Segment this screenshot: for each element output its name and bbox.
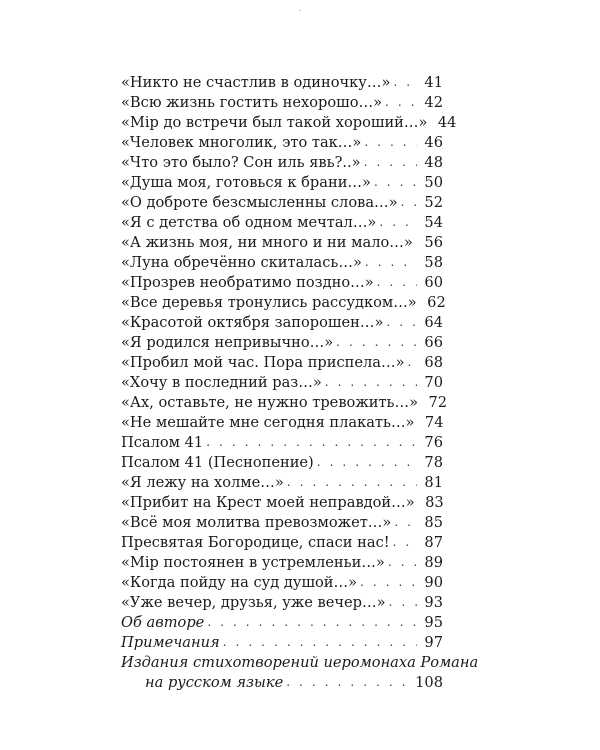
toc-entry[interactable] xyxy=(121,513,443,533)
toc-entry-leader xyxy=(377,272,417,292)
toc-entry[interactable] xyxy=(121,73,443,93)
toc-entry-page: 89 xyxy=(424,554,443,571)
toc-entry-title: «Что это было? Сон иль явь?..» xyxy=(121,154,361,171)
toc-entry[interactable] xyxy=(121,233,443,253)
toc-entry-leader xyxy=(394,512,417,532)
toc-entry-page: 85 xyxy=(424,514,443,531)
toc-entry-title: «Пробил мой час. Пора приспела…» xyxy=(121,354,405,371)
toc-entry-title: «Хочу в последний раз…» xyxy=(121,374,322,391)
toc-entry-page: 62 xyxy=(427,294,446,311)
toc-entry-editions-line1[interactable] xyxy=(121,653,479,673)
toc-entry-page: 90 xyxy=(424,574,443,591)
toc-entry[interactable] xyxy=(121,553,443,573)
toc-entry-leader xyxy=(365,252,417,272)
toc-entry-page: 83 xyxy=(425,494,444,511)
toc-entry[interactable] xyxy=(121,113,457,133)
toc-entry-page: 46 xyxy=(424,134,443,151)
toc-entry[interactable] xyxy=(121,593,443,613)
toc-entry[interactable] xyxy=(121,253,443,273)
toc-entry-about-author[interactable] xyxy=(121,613,443,633)
toc-entry[interactable] xyxy=(121,493,443,513)
toc-entry-title: Об авторе xyxy=(121,614,205,631)
toc-entry-page: 78 xyxy=(424,454,443,471)
toc-entry-title: «Не мешайте мне сегодня плакать…» xyxy=(121,414,415,431)
toc-entry-title: Псалом 41 xyxy=(121,434,204,451)
toc-entry[interactable] xyxy=(121,273,443,293)
toc-entry-leader xyxy=(223,632,417,652)
toc-entry[interactable] xyxy=(121,213,443,233)
toc-entry-title: «А жизнь моя, ни много и ни мало…» xyxy=(121,234,413,251)
toc-entry-title: Издания стихотворений иеромонаха Романа xyxy=(121,654,479,671)
table-of-contents xyxy=(121,73,479,693)
toc-entry[interactable] xyxy=(121,193,443,213)
toc-entry-leader xyxy=(317,452,417,472)
toc-entry-title: «Мiр до встречи был такой хороший…» xyxy=(121,114,428,131)
toc-entry-leader xyxy=(336,332,417,352)
toc-entry-page: 108 xyxy=(415,674,443,691)
toc-entry-title: «Никто не счастлив в одиночку…» xyxy=(121,74,391,91)
toc-entry-leader xyxy=(386,312,417,332)
toc-entry-title: «Прибит на Крест моей неправдой…» xyxy=(121,494,415,511)
toc-entry-page: 54 xyxy=(424,214,443,231)
toc-entry[interactable] xyxy=(121,573,443,593)
toc-entry-leader xyxy=(408,352,417,372)
toc-entry-title: «Всю жизнь гостить нехорошо…» xyxy=(121,94,383,111)
toc-entry-title: «Уже вечер, друзья, уже вечер…» xyxy=(121,594,386,611)
toc-entry[interactable] xyxy=(121,333,443,353)
toc-entry[interactable] xyxy=(121,353,443,373)
toc-entry-page: 44 xyxy=(437,114,457,131)
toc-entry-title: «Я лежу на холме…» xyxy=(121,474,284,491)
toc-entry-leader xyxy=(207,612,417,632)
toc-entry-page: 68 xyxy=(424,354,443,371)
toc-entry-leader xyxy=(379,212,417,232)
toc-entry[interactable] xyxy=(121,393,448,413)
toc-entry-title: Пресвятая Богородице, спаси нас! xyxy=(121,534,390,551)
toc-entry-page: 52 xyxy=(424,194,443,211)
toc-entry-leader xyxy=(360,572,417,592)
toc-entry-page: 48 xyxy=(424,154,443,171)
toc-entry-leader xyxy=(401,192,417,212)
toc-entry[interactable] xyxy=(121,453,443,473)
toc-entry-page: 70 xyxy=(424,374,443,391)
page-mark xyxy=(299,10,301,11)
toc-entry[interactable] xyxy=(121,533,443,553)
toc-entry[interactable] xyxy=(121,153,443,173)
toc-entry-notes[interactable] xyxy=(121,633,443,653)
toc-entry-title: Псалом 41 (Песнопение) xyxy=(121,454,314,471)
toc-entry-leader xyxy=(385,92,417,112)
toc-entry-title: «Мiр постоянен в устремленьи…» xyxy=(121,554,385,571)
toc-entry-leader xyxy=(286,672,411,692)
toc-entry[interactable] xyxy=(121,173,443,193)
toc-entry-leader xyxy=(374,172,417,192)
toc-entry-title: «Все деревья тронулись рассудком…» xyxy=(121,294,417,311)
toc-entry-title: «Я родился непривычно…» xyxy=(121,334,334,351)
toc-entry-title: «Я с детства об одном мечтал…» xyxy=(121,214,377,231)
toc-entry-title: «Красотой октября запорошен…» xyxy=(121,314,384,331)
toc-entry-title: «Луна обречённо скиталась…» xyxy=(121,254,362,271)
toc-entry-leader xyxy=(393,72,417,92)
toc-entry-page: 42 xyxy=(424,94,443,111)
toc-entry-leader xyxy=(393,532,417,552)
toc-entry[interactable] xyxy=(121,93,443,113)
toc-entry-page: 58 xyxy=(424,254,443,271)
toc-entry-page: 66 xyxy=(424,334,443,351)
toc-entry[interactable] xyxy=(121,133,443,153)
toc-entry-leader xyxy=(206,432,417,452)
toc-entry-page: 97 xyxy=(424,634,443,651)
toc-entry[interactable] xyxy=(121,473,443,493)
toc-entry-title: «Прозрев необратимо поздно…» xyxy=(121,274,374,291)
toc-entry-leader xyxy=(364,152,417,172)
toc-entry-leader xyxy=(416,232,417,252)
toc-entry-page: 93 xyxy=(424,594,443,611)
toc-entry-title: «Когда пойду на суд душой…» xyxy=(121,574,358,591)
toc-entry[interactable] xyxy=(121,313,443,333)
toc-entry-page: 76 xyxy=(424,434,443,451)
toc-entry-page: 50 xyxy=(424,174,443,191)
toc-entry-leader xyxy=(287,472,417,492)
toc-entry-title: «Душа моя, готовься к брани…» xyxy=(121,174,371,191)
toc-entry[interactable] xyxy=(121,293,446,313)
toc-entry-page: 81 xyxy=(424,474,443,491)
toc-entry-title: «О доброте безсмысленны слова…» xyxy=(121,194,398,211)
toc-entry-page: 95 xyxy=(424,614,443,631)
toc-entry[interactable] xyxy=(121,413,443,433)
toc-entry-page: 60 xyxy=(424,274,443,291)
toc-entry-editions-line2[interactable] xyxy=(121,673,443,693)
toc-entry-title: Примечания xyxy=(121,634,220,651)
toc-entries xyxy=(121,73,457,613)
toc-entry-leader xyxy=(364,132,417,152)
toc-entry-leader xyxy=(389,592,417,612)
toc-entry-page: 72 xyxy=(428,394,448,411)
toc-entry[interactable] xyxy=(121,373,443,393)
toc-entry-title: «Всё моя молитва превозможет…» xyxy=(121,514,392,531)
toc-entry-page: 74 xyxy=(424,414,444,431)
toc-entry-page: 41 xyxy=(424,74,443,91)
toc-entry-title: «Человек многолик, это так…» xyxy=(121,134,362,151)
toc-entry-page: 87 xyxy=(424,534,443,551)
toc-entry-page: 56 xyxy=(424,234,443,251)
toc-entry-title: на русском языке xyxy=(145,674,284,691)
toc-entry[interactable] xyxy=(121,433,443,453)
toc-entry-page: 64 xyxy=(424,314,443,331)
toc-entry-leader xyxy=(325,372,417,392)
toc-entry-leader xyxy=(388,552,417,572)
toc-entry-title: «Ах, оставьте, не нужно тревожить…» xyxy=(121,394,419,411)
